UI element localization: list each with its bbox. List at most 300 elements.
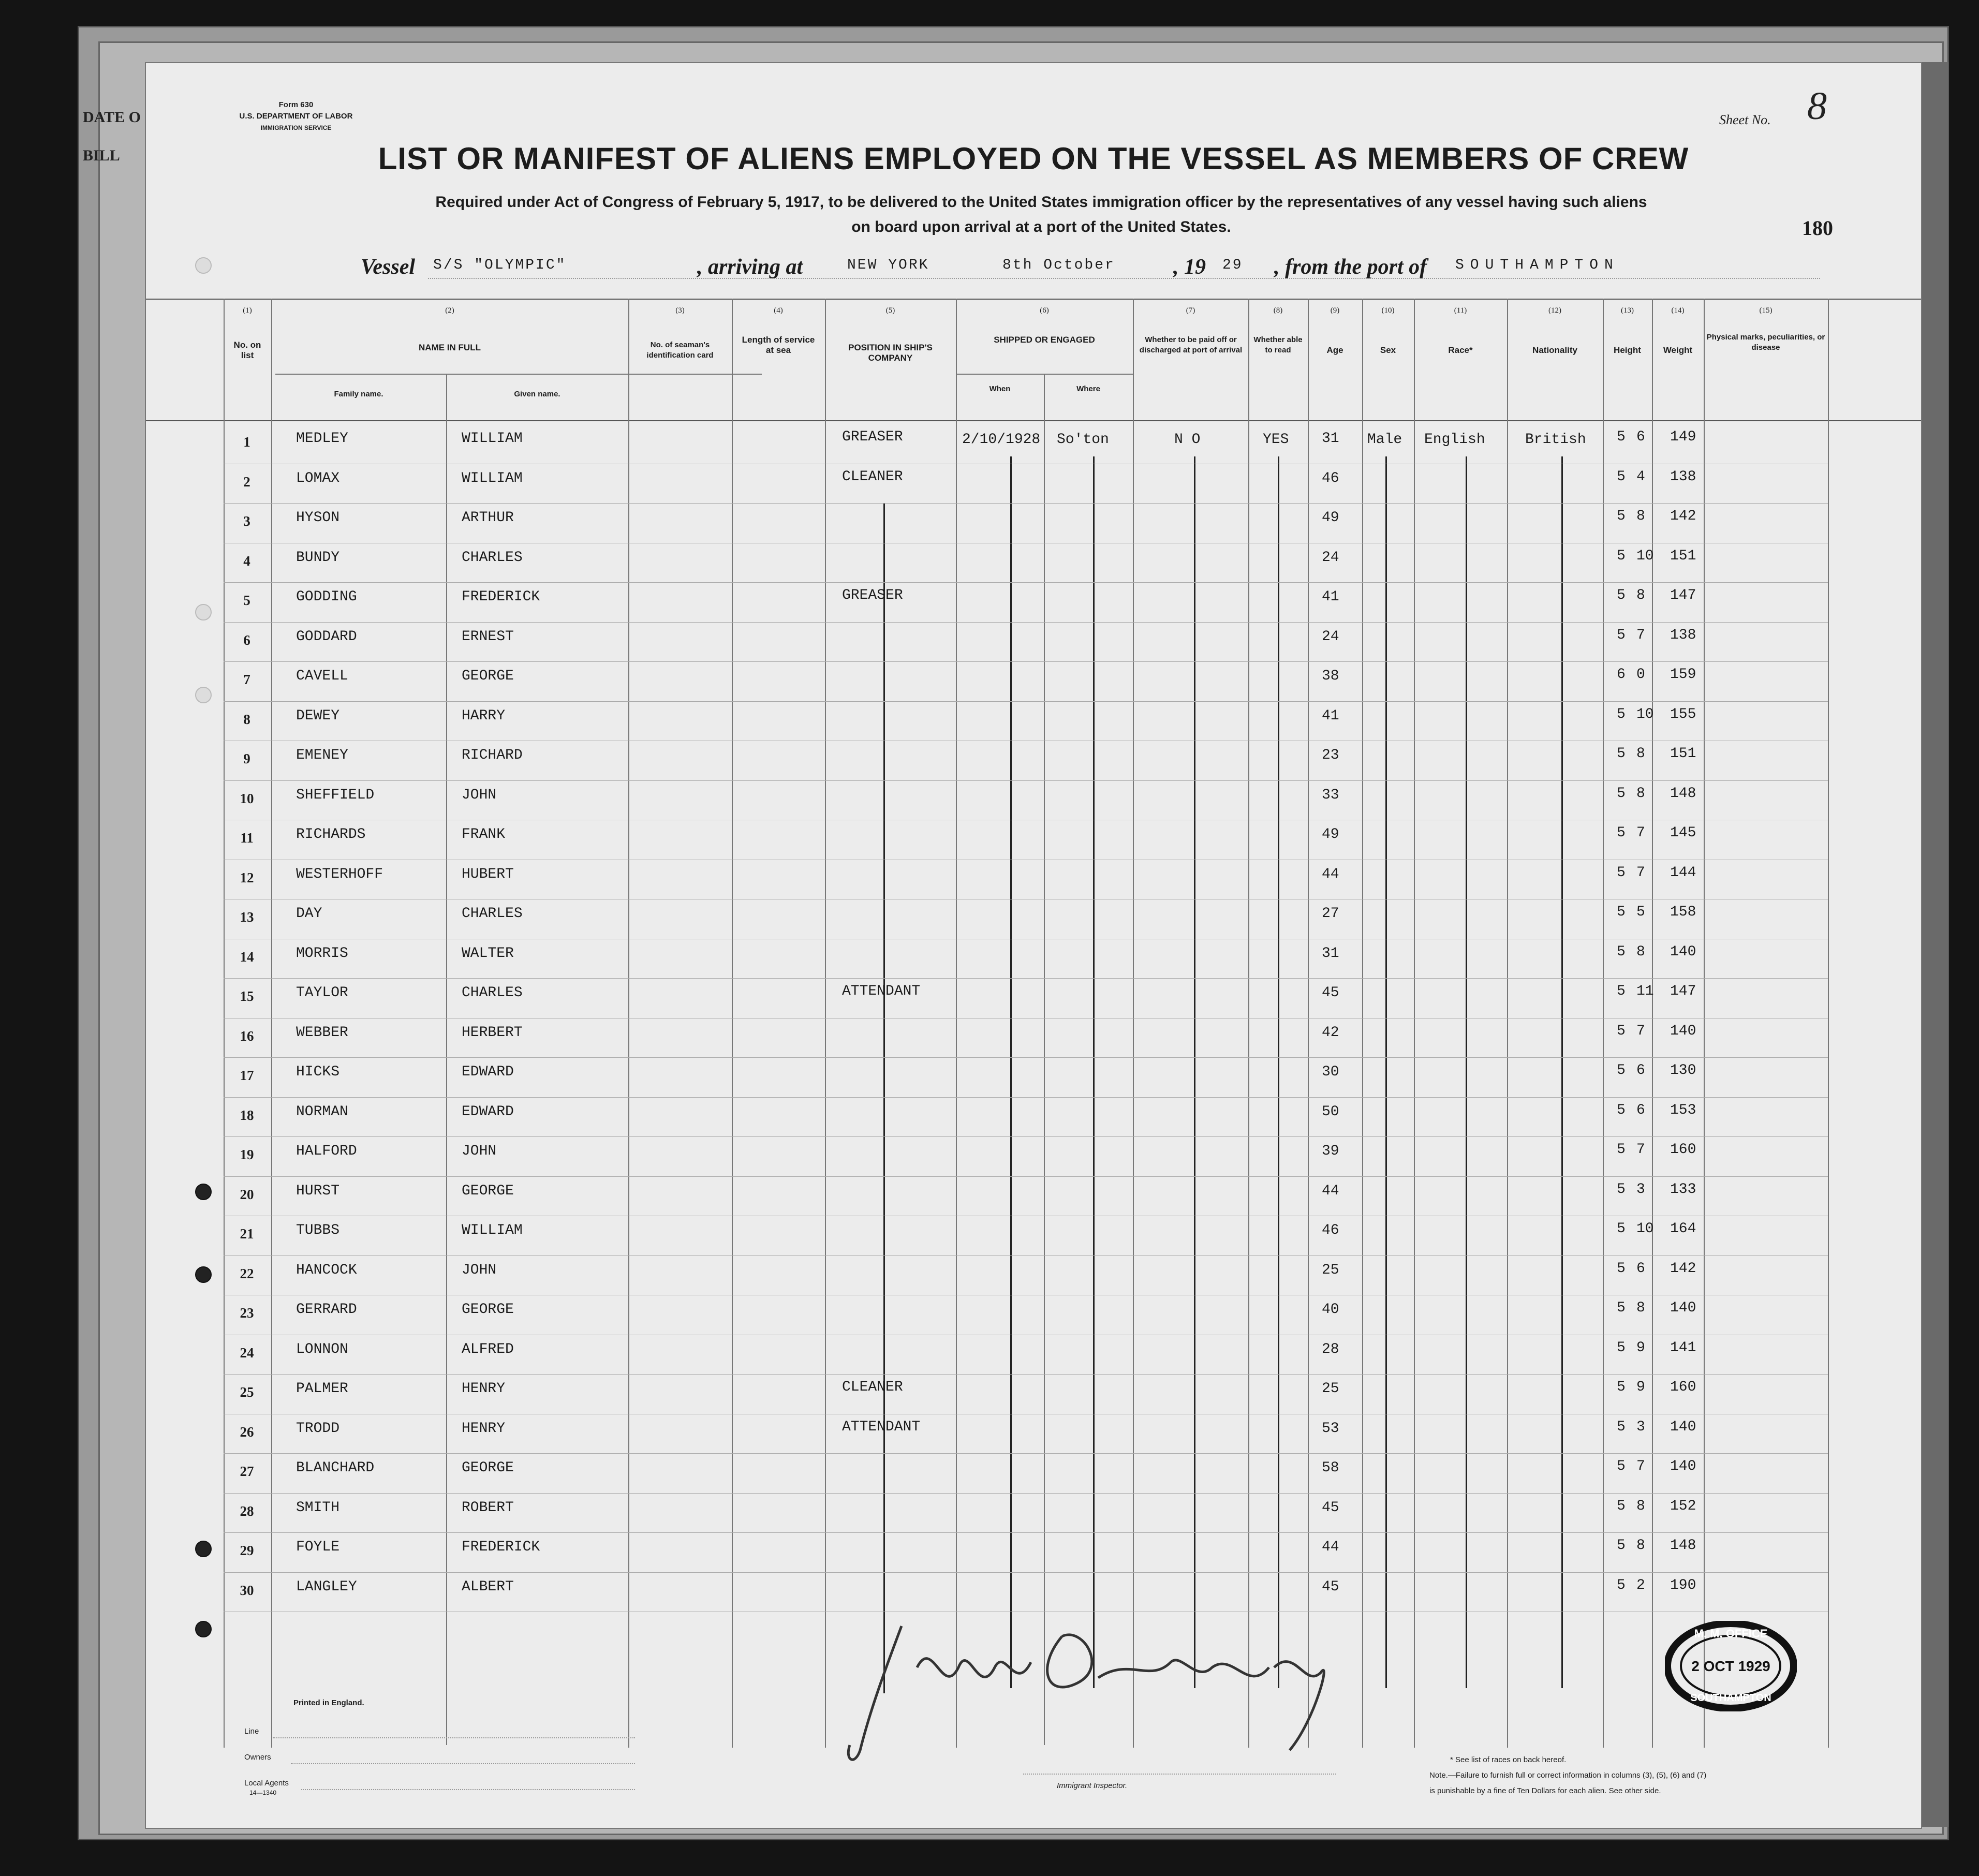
document-title: LIST OR MANIFEST OF ALIENS EMPLOYED ON THE VESSEL AS MEMBERS OF CREW (378, 141, 1689, 176)
col-number: (5) (885, 306, 895, 315)
row-rule (224, 780, 1828, 781)
given-name: HENRY (462, 1420, 506, 1437)
header-height: Height (1614, 345, 1641, 355)
row-rule (224, 503, 1828, 504)
arriving-label: , arriving at (697, 255, 803, 279)
line-label: Line (244, 1727, 259, 1736)
table-top-rule (146, 299, 1921, 300)
age: 53 (1322, 1420, 1339, 1437)
col-number: (7) (1186, 306, 1195, 315)
col-rule (1414, 299, 1415, 1748)
row-number: 16 (240, 1028, 254, 1044)
position: CLEANER (842, 1379, 903, 1395)
age: 31 (1322, 431, 1339, 447)
ditto-line-where (1093, 456, 1095, 1688)
height-feet: 5 (1617, 1538, 1626, 1554)
family-name: LONNON (296, 1341, 348, 1357)
col-rule (224, 299, 225, 1748)
height-feet: 5 (1617, 1260, 1626, 1277)
row-number: 19 (240, 1147, 254, 1162)
age: 45 (1322, 985, 1339, 1001)
arrival-date: 8th October (1002, 257, 1115, 273)
header-paid-off: Whether to be paid off or discharged at port of arrival (1139, 335, 1243, 354)
age: 39 (1322, 1143, 1339, 1159)
row-number: 13 (240, 909, 254, 925)
row-rule (224, 1255, 1828, 1256)
col-number: (6) (1040, 306, 1049, 315)
stub-label-date: DATE O (83, 109, 141, 126)
age: 40 (1322, 1302, 1339, 1318)
manifest-sheet (145, 62, 1922, 1829)
header-given-name: Given name. (514, 390, 560, 398)
arrival-year: 29 (1222, 257, 1243, 273)
col-rule (1133, 299, 1134, 1748)
height-feet: 5 (1617, 706, 1626, 722)
age: 58 (1322, 1460, 1339, 1476)
ditto-line-paid-off (1194, 456, 1195, 1688)
family-name: HYSON (296, 510, 340, 526)
row-number: 30 (240, 1582, 254, 1598)
col-rule (825, 299, 826, 1748)
col-rule (446, 374, 447, 1745)
col-rule (628, 299, 629, 1748)
age: 33 (1322, 787, 1339, 803)
family-name: GERRARD (296, 1302, 357, 1318)
given-name: CHARLES (462, 906, 523, 922)
weight: 133 (1670, 1181, 1696, 1198)
age: 38 (1322, 668, 1339, 684)
ditto-line-position (883, 503, 885, 1693)
given-name: EDWARD (462, 1064, 514, 1080)
given-name: FREDERICK (462, 1539, 540, 1555)
family-name: DAY (296, 906, 322, 922)
given-name: ALFRED (462, 1341, 514, 1357)
family-name: TAYLOR (296, 985, 348, 1001)
fine-note-line-1: Note.—Failure to furnish full or correct information in columns (3), (5), (6) and (7) (1429, 1771, 1707, 1780)
position: CLEANER (842, 468, 903, 485)
family-name: PALMER (296, 1381, 348, 1397)
race-value: English (1424, 432, 1485, 448)
row-number: 7 (243, 672, 250, 687)
family-name: MEDLEY (296, 431, 348, 447)
given-name: JOHN (462, 1143, 497, 1159)
row-number: 28 (240, 1503, 254, 1519)
height-inches: 11 (1636, 983, 1654, 999)
weight: 147 (1670, 587, 1696, 603)
height-inches: 8 (1636, 943, 1645, 960)
family-name: RICHARDS (296, 826, 366, 843)
row-number: 12 (240, 869, 254, 885)
height-feet: 5 (1617, 904, 1626, 920)
position: GREASER (842, 587, 903, 603)
col-number: (14) (1671, 306, 1685, 315)
row-number: 23 (240, 1305, 254, 1321)
age: 24 (1322, 549, 1339, 566)
height-feet: 5 (1617, 1379, 1626, 1395)
weight: 138 (1670, 468, 1696, 485)
family-name: HANCOCK (296, 1262, 357, 1278)
height-inches: 8 (1636, 746, 1645, 762)
height-feet: 5 (1617, 1339, 1626, 1356)
weight: 148 (1670, 1538, 1696, 1554)
header-name-in-full: NAME IN FULL (419, 343, 481, 352)
header-physical-marks: Physical marks, peculiarities, or disease (1706, 333, 1825, 352)
age: 46 (1322, 470, 1339, 486)
given-name: HUBERT (462, 866, 514, 882)
height-feet: 5 (1617, 943, 1626, 960)
weight: 142 (1670, 1260, 1696, 1277)
ditto-line-when (1010, 456, 1012, 1688)
ditto-line-sex (1385, 456, 1387, 1688)
age: 45 (1322, 1578, 1339, 1595)
row-rule (224, 1493, 1828, 1494)
age: 44 (1322, 866, 1339, 882)
row-rule (224, 1057, 1828, 1058)
row-rule (224, 1136, 1828, 1137)
family-name: EMENEY (296, 747, 348, 763)
col-rule (1704, 299, 1705, 1748)
header-no-on-list: No. on list (233, 340, 261, 360)
southampton-office-stamp (1665, 1621, 1797, 1711)
stub-label-bill: BILL (83, 147, 120, 164)
height-inches: 7 (1636, 825, 1645, 841)
weight: 190 (1670, 1577, 1696, 1593)
height-feet: 6 (1617, 667, 1626, 683)
row-rule (224, 1097, 1828, 1098)
family-name: SHEFFIELD (296, 787, 375, 803)
col-number: (3) (675, 306, 685, 315)
weight: 164 (1670, 1221, 1696, 1237)
col-rule (1248, 299, 1249, 1748)
punch-hole (195, 1266, 212, 1283)
height-inches: 6 (1636, 1260, 1645, 1277)
form-header-block (187, 99, 405, 134)
header-able-to-read: Whether able to read (1253, 335, 1303, 354)
family-name: FOYLE (296, 1539, 340, 1555)
col-rule (732, 299, 733, 1748)
height-feet: 5 (1617, 1419, 1626, 1435)
height-feet: 5 (1617, 1062, 1626, 1079)
family-name: NORMAN (296, 1103, 348, 1120)
row-rule (224, 978, 1828, 979)
height-feet: 5 (1617, 746, 1626, 762)
header-family-name: Family name. (334, 390, 383, 398)
row-number: 6 (243, 632, 250, 648)
height-inches: 6 (1636, 1102, 1645, 1118)
weight: 140 (1670, 1300, 1696, 1316)
sheet-number-label: Sheet No. (1719, 112, 1771, 127)
header-age: Age (1326, 345, 1343, 355)
owners-field (291, 1763, 635, 1764)
subtitle-line-1: Required under Act of Congress of February 5, 1917, to be delivered to the United States immigration officer by the representatives of any vessel having such aliens (435, 194, 1647, 211)
weight: 155 (1670, 706, 1696, 722)
stamp-top: M. M. OFFICE (1694, 1627, 1768, 1640)
punch-hole (195, 1184, 212, 1200)
given-name: JOHN (462, 787, 497, 803)
age: 46 (1322, 1222, 1339, 1238)
able-to-read-value: YES (1263, 432, 1289, 448)
row-number: 11 (240, 830, 254, 846)
table-header-rule (146, 420, 1921, 421)
sex-value: Male (1367, 432, 1402, 448)
given-name: WILLIAM (462, 1222, 523, 1238)
height-inches: 5 (1636, 904, 1645, 920)
given-name: WILLIAM (462, 431, 523, 447)
ditto-line-read (1278, 456, 1279, 1688)
col-number: (10) (1381, 306, 1395, 315)
family-name: HICKS (296, 1064, 340, 1080)
age: 31 (1322, 945, 1339, 962)
age: 49 (1322, 826, 1339, 843)
row-rule (224, 661, 1828, 662)
row-number: 10 (240, 790, 254, 806)
ditto-line-nationality (1561, 456, 1563, 1688)
col-number: (13) (1621, 306, 1634, 315)
punch-hole (195, 257, 212, 274)
document-subtitle (363, 190, 1719, 240)
col-number: (9) (1330, 306, 1340, 315)
header-where: Where (1076, 385, 1100, 393)
row-number: 27 (240, 1464, 254, 1479)
age: 44 (1322, 1183, 1339, 1199)
col-rule (1507, 299, 1508, 1748)
height-inches: 3 (1636, 1181, 1645, 1198)
row-number: 21 (240, 1226, 254, 1242)
inspector-signature (839, 1605, 1383, 1776)
given-name: WALTER (462, 945, 514, 962)
shipped-where: So'ton (1057, 432, 1109, 448)
age: 41 (1322, 589, 1339, 605)
family-name: LANGLEY (296, 1578, 357, 1595)
col-number: (8) (1273, 306, 1283, 315)
age: 45 (1322, 1499, 1339, 1516)
weight: 159 (1670, 667, 1696, 683)
page-number: 180 (1802, 216, 1833, 240)
header-nationality: Nationality (1532, 345, 1577, 355)
subtitle-line-2: on board upon arrival at a port of the United States. (851, 218, 1231, 235)
given-name: FRANK (462, 826, 506, 843)
col-rule (1652, 299, 1653, 1748)
inspector-field (1023, 1774, 1336, 1775)
family-name: GODDING (296, 589, 357, 605)
height-feet: 5 (1617, 785, 1626, 802)
row-number: 22 (240, 1265, 254, 1281)
age: 25 (1322, 1262, 1339, 1278)
row-number: 4 (243, 553, 250, 569)
row-number: 25 (240, 1384, 254, 1400)
height-inches: 6 (1636, 1062, 1645, 1079)
row-rule (224, 1374, 1828, 1375)
given-name: HENRY (462, 1381, 506, 1397)
weight: 147 (1670, 983, 1696, 999)
height-feet: 5 (1617, 864, 1626, 881)
departure-port: SOUTHAMPTON (1455, 257, 1619, 273)
owners-label: Owners (244, 1753, 271, 1762)
age: 27 (1322, 906, 1339, 922)
punch-hole (195, 604, 212, 621)
family-name: BUNDY (296, 549, 340, 566)
row-number: 5 (243, 593, 250, 608)
row-number: 1 (243, 434, 250, 450)
height-inches: 10 (1636, 548, 1654, 564)
vessel-underline (428, 278, 1820, 279)
year-prefix: , 19 (1173, 255, 1206, 279)
family-name: TUBBS (296, 1222, 340, 1238)
header-when: When (989, 385, 1011, 393)
line-field (273, 1737, 635, 1738)
col-rule (1828, 299, 1829, 1748)
fine-note-line-2: is punishable by a fine of Ten Dollars for each alien. See other side. (1429, 1786, 1661, 1795)
height-inches: 10 (1636, 706, 1654, 722)
row-rule (224, 622, 1828, 623)
height-inches: 10 (1636, 1221, 1654, 1237)
position: ATTENDANT (842, 983, 921, 999)
row-number: 24 (240, 1345, 254, 1361)
weight: 158 (1670, 904, 1696, 920)
col-number: (1) (243, 306, 252, 315)
height-feet: 5 (1617, 468, 1626, 485)
age: 49 (1322, 510, 1339, 526)
header-shipped-engaged: SHIPPED OR ENGAGED (994, 335, 1095, 345)
binding-edge (1920, 62, 1948, 1827)
stamp-bottom: SOUTHAMPTON (1690, 1692, 1771, 1704)
weight: 160 (1670, 1379, 1696, 1395)
col-rule (271, 299, 272, 1748)
given-name: WILLIAM (462, 470, 523, 486)
height-inches: 8 (1636, 785, 1645, 802)
family-name: DEWEY (296, 707, 340, 724)
given-name: ROBERT (462, 1499, 514, 1516)
header-weight: Weight (1663, 345, 1693, 355)
given-name: ERNEST (462, 628, 514, 645)
service-name: IMMIGRATION SERVICE (260, 124, 332, 131)
height-inches: 9 (1636, 1379, 1645, 1395)
height-inches: 0 (1636, 667, 1645, 683)
given-name: GEORGE (462, 668, 514, 684)
row-number: 8 (243, 711, 250, 727)
races-note: * See list of races on back hereof. (1450, 1755, 1567, 1764)
height-inches: 8 (1636, 508, 1645, 524)
name-subheader-rule (275, 374, 762, 375)
col-number: (2) (445, 306, 454, 315)
weight: 144 (1670, 864, 1696, 881)
weight: 151 (1670, 746, 1696, 762)
age: 24 (1322, 628, 1339, 645)
weight: 138 (1670, 627, 1696, 643)
height-feet: 5 (1617, 548, 1626, 564)
header-seaman-card: No. of seaman's identification card (646, 341, 714, 360)
family-name: HURST (296, 1183, 340, 1199)
col-number: (12) (1548, 306, 1561, 315)
given-name: CHARLES (462, 549, 523, 566)
given-name: GEORGE (462, 1302, 514, 1318)
vessel-name: S/S "OLYMPIC" (433, 257, 567, 273)
weight: 141 (1670, 1339, 1696, 1356)
age: 28 (1322, 1341, 1339, 1357)
stamp-date: 2 OCT 1929 (1691, 1658, 1770, 1674)
row-rule (224, 701, 1828, 702)
row-number: 29 (240, 1543, 254, 1558)
shipped-when: 2/10/1928 (962, 432, 1041, 448)
position: ATTENDANT (842, 1419, 921, 1435)
family-name: HALFORD (296, 1143, 357, 1159)
col-rule (1362, 299, 1363, 1748)
height-feet: 5 (1617, 983, 1626, 999)
col-number: (4) (774, 306, 783, 315)
height-inches: 9 (1636, 1339, 1645, 1356)
height-feet: 5 (1617, 1577, 1626, 1593)
weight: 130 (1670, 1062, 1696, 1079)
col-rule (956, 299, 957, 1748)
height-feet: 5 (1617, 1498, 1626, 1514)
height-inches: 7 (1636, 1142, 1645, 1158)
col-number: (15) (1759, 306, 1773, 315)
given-name: EDWARD (462, 1103, 514, 1120)
height-inches: 7 (1636, 627, 1645, 643)
left-stub (83, 109, 150, 243)
row-rule (224, 1532, 1828, 1533)
given-name: GEORGE (462, 1460, 514, 1476)
punch-hole (195, 1541, 212, 1557)
height-feet: 5 (1617, 508, 1626, 524)
age: 50 (1322, 1103, 1339, 1120)
vessel-label: Vessel (361, 255, 415, 279)
header-length-service: Length of service at sea (742, 335, 815, 355)
printed-note: Printed in England. (293, 1698, 364, 1707)
agents-label: Local Agents (244, 1779, 289, 1788)
given-name: FREDERICK (462, 589, 540, 605)
row-number: 3 (243, 513, 250, 529)
row-number: 14 (240, 949, 254, 965)
row-number: 18 (240, 1107, 254, 1123)
given-name: JOHN (462, 1262, 497, 1278)
weight: 151 (1670, 548, 1696, 564)
family-name: GODDARD (296, 628, 357, 645)
col-number: (11) (1454, 306, 1467, 315)
family-name: CAVELL (296, 668, 348, 684)
height-inches: 7 (1636, 864, 1645, 881)
age: 23 (1322, 747, 1339, 763)
height-feet: 5 (1617, 1181, 1626, 1198)
family-name: BLANCHARD (296, 1460, 375, 1476)
height-inches: 6 (1636, 429, 1645, 445)
row-rule (224, 582, 1828, 583)
row-number: 2 (243, 474, 250, 490)
family-name: TRODD (296, 1420, 340, 1437)
height-feet: 5 (1617, 1023, 1626, 1039)
weight: 145 (1670, 825, 1696, 841)
height-inches: 8 (1636, 1498, 1645, 1514)
given-name: GEORGE (462, 1183, 514, 1199)
family-name: SMITH (296, 1499, 340, 1516)
row-number: 9 (243, 751, 250, 766)
height-feet: 5 (1617, 1300, 1626, 1316)
row-rule (224, 1453, 1828, 1454)
weight: 140 (1670, 1458, 1696, 1474)
height-inches: 7 (1636, 1023, 1645, 1039)
agents-code: 14—1340 (249, 1789, 277, 1796)
age: 30 (1322, 1064, 1339, 1080)
weight: 142 (1670, 508, 1696, 524)
col-rule (1308, 299, 1309, 1748)
paid-off-value: N O (1174, 432, 1201, 448)
height-feet: 5 (1617, 1142, 1626, 1158)
height-inches: 7 (1636, 1458, 1645, 1474)
height-feet: 5 (1617, 429, 1626, 445)
header-position: POSITION IN SHIP'S COMPANY (848, 343, 933, 363)
given-name: HARRY (462, 707, 506, 724)
height-feet: 5 (1617, 587, 1626, 603)
